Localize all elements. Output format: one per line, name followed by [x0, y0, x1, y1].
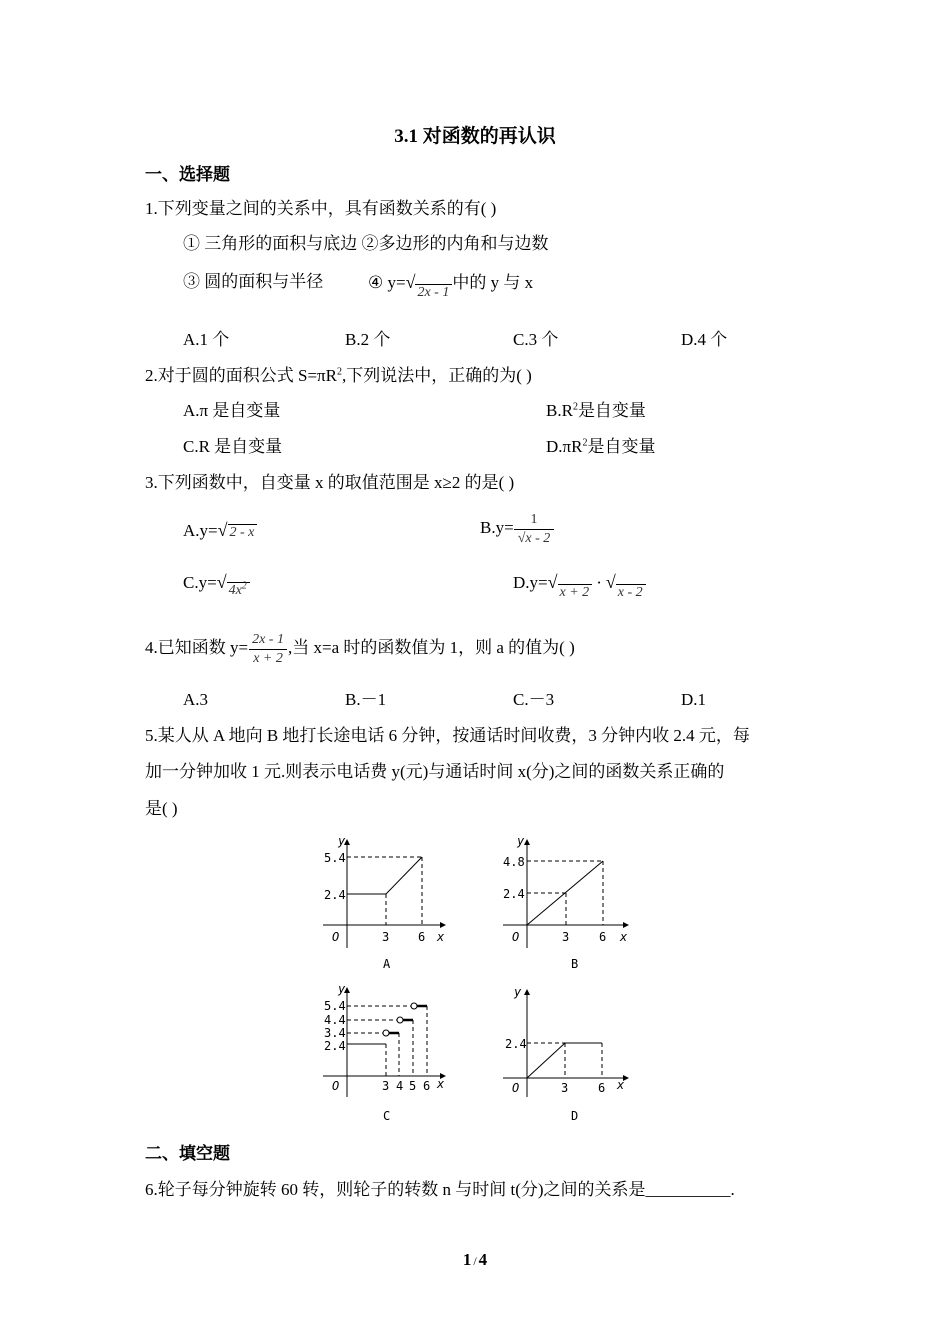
graph-a-origin: O	[332, 930, 340, 944]
q1-choice-a: A.1 个	[183, 330, 230, 349]
q1-options-line1: ① 三角形的面积与底边 ②多边形的内角和与边数	[183, 234, 549, 253]
q2-choice-b-post: 是自变量	[577, 401, 646, 420]
q2-stem-pre: 2.对于圆的面积公式 S=πR	[145, 366, 337, 385]
graph-c-ytick-4-4: 4.4	[324, 1013, 346, 1027]
graph-c-xtick-3: 3	[382, 1079, 390, 1093]
radical-sign: √	[605, 572, 616, 592]
graph-d-x-label: x	[617, 1078, 625, 1092]
graph-b-ytick-4-8: 4.8	[503, 855, 525, 869]
page-title: 3.1 对函数的再认识	[394, 126, 556, 147]
page-separator: /	[473, 1254, 477, 1268]
q4-stem-pre: 4.已知函数 y=	[145, 638, 249, 657]
q2-choice-a: A.π 是自变量	[183, 401, 281, 420]
graph-c-origin: O	[332, 1079, 340, 1093]
q4-choice-d: D.1	[681, 690, 707, 709]
q4-choice-a: A.3	[183, 690, 209, 709]
page-number: 1	[462, 1250, 472, 1269]
graph-a-y-label: y	[338, 834, 346, 848]
fraction-denominator: x + 2	[249, 649, 287, 668]
graph-a-caption: A	[383, 957, 391, 971]
graph-a-line	[347, 857, 422, 894]
section-choice-heading: 一、选择题	[145, 165, 230, 184]
q4-choice-b: B.－1	[345, 690, 387, 709]
graph-c-ytick-3-4: 3.4	[324, 1026, 346, 1040]
fraction-denominator: √x - 2	[514, 529, 555, 548]
q3-choice-c-exponent: 2	[241, 580, 247, 592]
q3-stem: 3.下列函数中，自变量 x 的取值范围是 x≥2 的是( )	[145, 473, 515, 492]
graph-a-ytick-2-4: 2.4	[324, 888, 346, 902]
q3-choice-b-denominator-radicand: x - 2	[525, 530, 551, 546]
graph-d-ytick-2-4: 2.4	[505, 1037, 527, 1051]
graph-c-open-point-2	[397, 1017, 403, 1023]
graph-c-y-label: y	[338, 982, 346, 996]
graph-b-xtick-3: 3	[562, 930, 570, 944]
q3-choice-d-radicand-2: x - 2	[616, 584, 646, 601]
graph-d-caption: D	[571, 1109, 579, 1123]
graph-c-open-point-3	[411, 1003, 417, 1009]
q2-choice-d-pre: D.πR	[546, 437, 583, 456]
q3-choice-d-radicand-1: x + 2	[558, 584, 593, 601]
q5-line3: 是( )	[145, 799, 178, 818]
graph-c-xtick-5: 5	[409, 1079, 417, 1093]
radical-sign: √	[547, 572, 558, 592]
radical-sign: √	[217, 520, 228, 540]
fraction-numerator: 1	[530, 511, 538, 527]
q1-option3: ③ 圆的面积与半径	[183, 272, 324, 291]
graph-c-xtick-4: 4	[396, 1079, 404, 1093]
q4-stem-post: ,当 x=a 时的函数值为 1，则 a 的值为( )	[287, 638, 575, 657]
q2-choice-d-post: 是自变量	[587, 437, 656, 456]
radical-sign: √	[216, 572, 227, 592]
graph-a-xtick-3: 3	[382, 930, 390, 944]
q2-choice-d-exponent: 2	[582, 437, 588, 449]
q1-option4-prefix: ④ y=	[368, 273, 406, 292]
graph-c-xtick-6: 6	[423, 1079, 431, 1093]
page-total: 4	[478, 1250, 488, 1269]
q2-stem-post: ,下列说法中，正确的为( )	[341, 366, 532, 385]
q2-choice-c: C.R 是自变量	[183, 437, 283, 456]
fraction-numerator: 2x - 1	[252, 631, 284, 647]
graph-d-xtick-6: 6	[598, 1081, 606, 1095]
graph-b-origin: O	[512, 930, 520, 944]
q3-choice-d-pre: D.y=	[513, 573, 548, 592]
section-fill-heading: 二、填空题	[145, 1144, 230, 1163]
q1-option4-suffix: 中的 y 与 x	[452, 273, 534, 292]
radical-sign: √	[405, 272, 416, 292]
q2-exponent: 2	[336, 366, 342, 378]
graph-d-y-label: y	[514, 985, 522, 999]
q5-line2: 加一分钟加收 1 元.则表示电话费 y(元)与通话时间 x(分)之间的函数关系正确的	[145, 762, 725, 781]
graph-c-caption: C	[383, 1109, 391, 1123]
q1-stem: 1.下列变量之间的关系中，具有函数关系的有( )	[145, 199, 497, 218]
q3-choice-a-radicand: 2 - x	[228, 524, 258, 541]
q1-option4-radicand: 2x - 1	[415, 284, 452, 301]
graph-c-x-label: x	[437, 1077, 445, 1091]
graph-b-ytick-2-4: 2.4	[503, 887, 525, 901]
q5-line1: 5.某人从 A 地向 B 地打长途电话 6 分钟，按通话时间收费，3 分钟内收 2.4 元，每	[145, 726, 750, 745]
q1-choice-c: C.3 个	[513, 330, 559, 349]
graph-a-xtick-6: 6	[418, 930, 426, 944]
q1-choice-d: D.4 个	[681, 330, 728, 349]
graph-a-ytick-5-4: 5.4	[324, 851, 346, 865]
graph-a-x-label: x	[437, 930, 445, 944]
q2-choice-b-pre: B.R	[546, 401, 573, 420]
graph-b-line	[527, 861, 603, 925]
graph-c-ytick-2-4: 2.4	[324, 1039, 346, 1053]
q3-choice-a-pre: A.y=	[183, 521, 218, 540]
graph-b-caption: B	[571, 957, 579, 971]
graph-b-x-label: x	[620, 930, 628, 944]
graph-d-xtick-3: 3	[561, 1081, 569, 1095]
graph-d-origin: O	[512, 1081, 520, 1095]
q4-choice-c: C.－3	[513, 690, 555, 709]
q6-stem: 6.轮子每分钟旋转 60 转，则轮子的转数 n 与时间 t(分)之间的关系是__________.	[145, 1180, 735, 1199]
q3-choice-c-base: 4x	[228, 583, 242, 598]
q3-choice-b-pre: B.y=	[480, 518, 514, 537]
graph-b-xtick-6: 6	[599, 930, 607, 944]
q2-choice-b-exponent: 2	[572, 401, 578, 413]
graph-c-ytick-5-4: 5.4	[324, 999, 346, 1013]
q1-choice-b: B.2 个	[345, 330, 391, 349]
graph-c-open-point-1	[383, 1030, 389, 1036]
multiply-dot: ·	[596, 573, 602, 592]
graph-b-y-label: y	[517, 834, 525, 848]
q3-choice-c-pre: C.y=	[183, 573, 217, 592]
page-footer	[0, 1250, 950, 1271]
